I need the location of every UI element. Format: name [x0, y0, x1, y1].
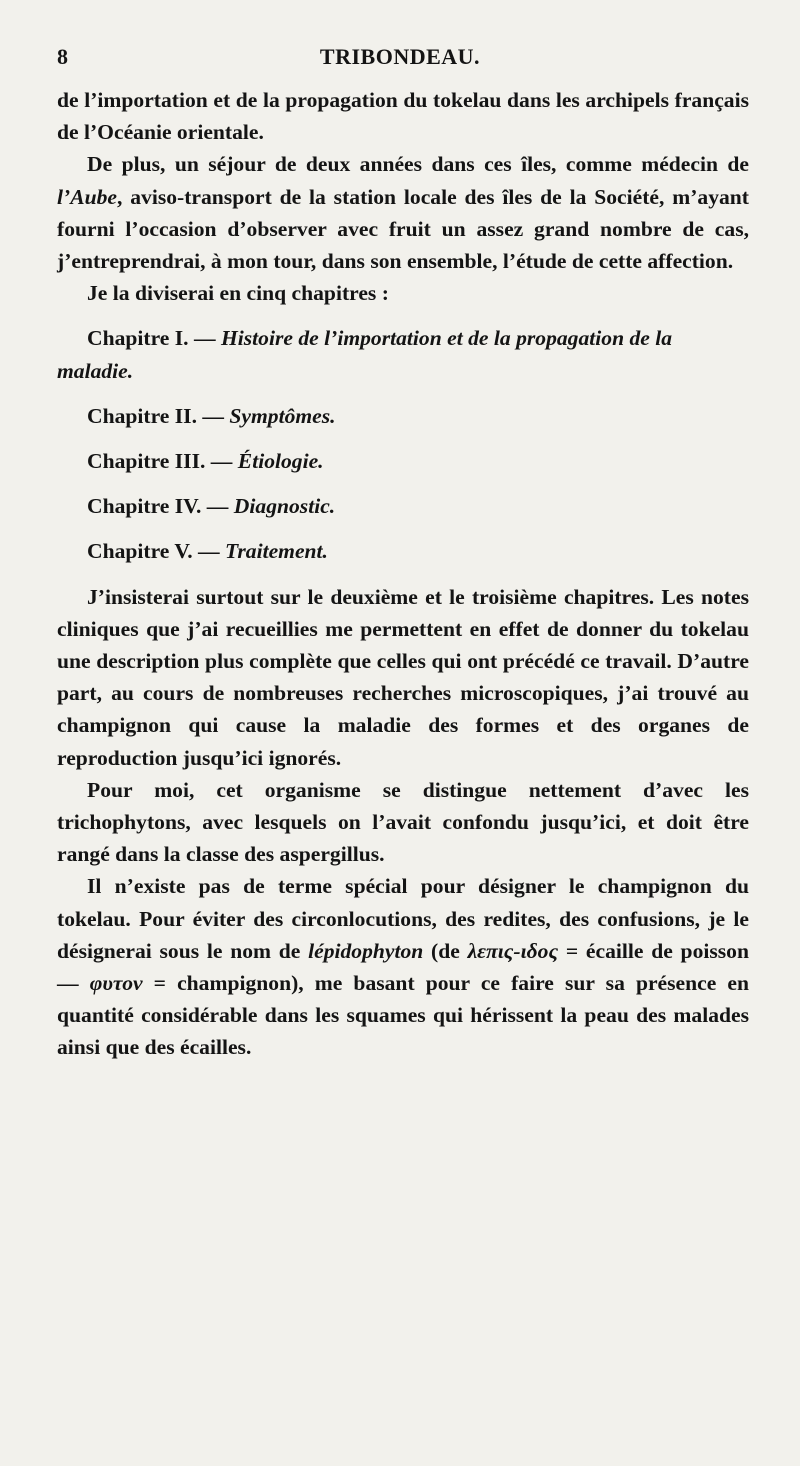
chapter-item — [57, 490, 749, 522]
chapter-title: Étiologie. — [237, 449, 324, 474]
chapter-title: Symptômes. — [229, 403, 336, 428]
ship-name: l’Aube — [57, 184, 117, 209]
paragraph-sejour-after: , aviso-transport de la station locale des îles de la Société, m’ayant fourni l’occasion d’observer avec fruit un assez grand nombre de cas, j’entreprendrai, à mon tour, dans son ensemble, l’étude de cette affection. — [57, 184, 749, 274]
chapter-title: Diagnostic. — [233, 494, 336, 519]
chapter-item — [57, 322, 749, 386]
paragraph-insisterai: J’insisterai surtout sur le deuxième et le troisième chapitres. Les notes cliniques que j’ai recueillies me permettent en effet de donner du tokelau une description plus complète que celles qui ont précédé ce travail. D’autre part, au cours de nombreuses recherches microscopiques, j’ai trouvé au champignon qui cause la maladie des formes et des organes de reproduction jusqu’ici ignorés. — [57, 584, 749, 770]
paren-open: (de — [423, 938, 468, 963]
chapter-label: Chapitre V. — — [87, 539, 220, 564]
running-title: TRIBONDEAU. — [319, 44, 481, 69]
page-number: 8 — [57, 44, 68, 69]
chapter-title: Histoire de l’importation et de la propagation de la maladie. — [57, 326, 673, 383]
chapter-item — [57, 535, 749, 567]
paragraph-terme — [57, 870, 749, 1063]
gloss-ecaille: = écaille de poisson — — [57, 938, 749, 996]
greek-word-lepis: λεπις-ιδος — [467, 938, 559, 963]
chapter-title: Traitement. — [225, 539, 328, 564]
greek-word-phyton: φυτον — [89, 971, 143, 996]
gloss-champignon: = champignon), me basant pour ce faire sur sa présence en quantité considérable dans les squames qui hérissent la peau des malades ainsi que des écailles. — [57, 971, 749, 1060]
body-text — [57, 84, 749, 1064]
chapter-item — [57, 400, 749, 432]
chapter-label: Chapitre III. — — [87, 449, 233, 474]
paragraph-sejour-before: De plus, un séjour de deux années dans ces îles, comme médecin de — [87, 152, 749, 177]
chapter-label: Chapitre IV. — — [87, 494, 229, 519]
term-lepidophyton: lépidophyton — [308, 938, 424, 963]
chapter-list — [57, 322, 749, 567]
paragraph-organisme: Pour moi, cet organisme se distingue nettement d’avec les trichophytons, avec lesquels on l’avait confondu jusqu’ici, et doit être rangé dans la classe des aspergillus. — [57, 777, 749, 867]
paragraph-terme-before: Il n’existe pas de terme spécial pour désigner le champignon du tokelau. Pour éviter des circonlocutions, des redites, des confusions, je le désignerai sous le nom de — [57, 874, 749, 963]
paragraph-plan: Je la diviserai en cinq chapitres : — [87, 281, 389, 306]
chapter-label: Chapitre II. — — [87, 403, 224, 428]
paragraph-continuation: de l’importation et de la propagation du tokelau dans les archipels français de l’Océanie orientale. — [57, 88, 749, 145]
paragraph-sejour — [57, 148, 749, 277]
chapter-label: Chapitre I. — — [87, 326, 216, 351]
chapter-item — [57, 445, 749, 477]
